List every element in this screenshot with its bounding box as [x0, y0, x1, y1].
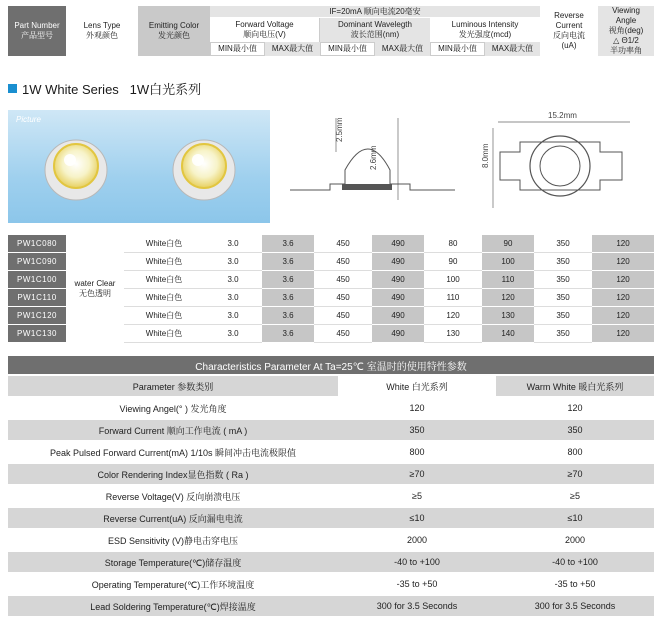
table-row: [8, 307, 654, 325]
wl-min-cell: 450: [314, 289, 372, 307]
vf-min-cell: 3.0: [204, 235, 262, 253]
li-min-cell: 130: [424, 325, 482, 343]
char-warm-cell: -35 to +50: [496, 574, 654, 594]
char-param-cell: Reverse Current(uA) 反向漏电电流: [8, 508, 338, 528]
characteristics-row: [8, 552, 654, 572]
header-forward-voltage: Forward Voltage 顺向电压(V): [210, 18, 320, 42]
char-warm-cell: ≤10: [496, 508, 654, 528]
li-min-cell: 90: [424, 253, 482, 271]
vf-max-cell: 3.6: [262, 271, 314, 289]
part-number-cell: PW1C090: [8, 253, 66, 271]
emitting-color-cell: White白色: [124, 289, 204, 307]
char-param-cell: ESD Sensitivity (V)静电击穿电压: [8, 530, 338, 550]
emitting-color-cell: White白色: [124, 235, 204, 253]
li-min-cell: 80: [424, 235, 482, 253]
part-number-cell: PW1C130: [8, 325, 66, 343]
vf-max-cell: 3.6: [262, 235, 314, 253]
reverse-current-cell: 350: [534, 235, 592, 253]
header-li-min: MIN最小值: [430, 42, 485, 56]
characteristics-row: [8, 596, 654, 616]
vf-max-cell: 3.6: [262, 289, 314, 307]
header-vf-max: MAX最大值: [265, 42, 320, 56]
wl-max-cell: 490: [372, 289, 424, 307]
char-warm-cell: 350: [496, 420, 654, 440]
header-li-max: MAX最大值: [485, 42, 540, 56]
characteristics-row: [8, 442, 654, 462]
top-view-drawing: [481, 108, 635, 218]
char-param-cell: Lead Soldering Temperature(℃)焊接温度: [8, 596, 338, 616]
vf-max-cell: 3.6: [262, 325, 314, 343]
dim-2-5-label: 2.5mm: [335, 117, 344, 142]
wl-min-cell: 450: [314, 271, 372, 289]
header-part-number: Part Number 产品型号: [8, 6, 66, 56]
char-header-white: White 白光系列: [338, 376, 496, 396]
vf-min-cell: 3.0: [204, 307, 262, 325]
header-wl-min: MIN最小值: [320, 42, 375, 56]
char-param-cell: Peak Pulsed Forward Current(mA) 1/10s 瞬间冲击电流极限值: [8, 442, 338, 462]
li-min-cell: 120: [424, 307, 482, 325]
dim-2-6-label: 2.6mm: [369, 145, 378, 170]
reverse-current-cell: 350: [534, 307, 592, 325]
table-row: [8, 271, 654, 289]
header-condition: IF=20mA 顺向电流20毫安: [210, 6, 540, 18]
vf-min-cell: 3.0: [204, 289, 262, 307]
li-max-cell: 90: [482, 235, 534, 253]
header-viewing-angle: Viewing Angle 视角(deg) △ Θ1/2 半功率角: [598, 6, 654, 56]
section-marker-icon: [8, 84, 17, 93]
header-luminous-intensity: Luminous Intensity 发光强度(mcd): [430, 18, 540, 42]
side-view-drawing: [290, 110, 460, 210]
emitting-color-cell: White白色: [124, 271, 204, 289]
li-max-cell: 100: [482, 253, 534, 271]
wl-min-cell: 450: [314, 253, 372, 271]
char-param-cell: Storage Temperature(℃)储存温度: [8, 552, 338, 572]
wl-max-cell: 490: [372, 325, 424, 343]
li-max-cell: 140: [482, 325, 534, 343]
characteristics-row: [8, 530, 654, 550]
char-white-cell: 350: [338, 420, 496, 440]
viewing-angle-cell: 120: [592, 325, 654, 343]
emitting-color-cell: White白色: [124, 307, 204, 325]
viewing-angle-cell: 120: [592, 235, 654, 253]
char-header-warm: Warm White 暖白光系列: [496, 376, 654, 396]
char-param-cell: Reverse Voltage(V) 反向崩溃电压: [8, 486, 338, 506]
vf-max-cell: 3.6: [262, 307, 314, 325]
header-lens-type: Lens Type 外观颜色: [66, 6, 138, 56]
part-number-cell: PW1C110: [8, 289, 66, 307]
vf-min-cell: 3.0: [204, 325, 262, 343]
header-wl-max: MAX最大值: [375, 42, 430, 56]
char-param-cell: Operating Temperature(℃)工作环境温度: [8, 574, 338, 594]
reverse-current-cell: 350: [534, 253, 592, 271]
header-dominant-wavelength: Dominant Wavelegth 波长范围(nm): [320, 18, 430, 42]
viewing-angle-cell: 120: [592, 253, 654, 271]
wl-min-cell: 450: [314, 325, 372, 343]
part-number-cell: PW1C100: [8, 271, 66, 289]
char-white-cell: 800: [338, 442, 496, 462]
header-vf-min: MIN最小值: [210, 42, 265, 56]
product-picture: [8, 110, 270, 223]
li-max-cell: 110: [482, 271, 534, 289]
section-title: 1W White Series 1W白光系列: [8, 79, 201, 98]
wl-max-cell: 490: [372, 253, 424, 271]
dim-15-2-label: 15.2mm: [548, 111, 577, 120]
part-number-cell: PW1C120: [8, 307, 66, 325]
vf-min-cell: 3.0: [204, 271, 262, 289]
char-white-cell: ≥5: [338, 486, 496, 506]
char-white-cell: 300 for 3.5 Seconds: [338, 596, 496, 616]
header-emitting-color: Emitting Color 发光颜色: [138, 6, 210, 56]
viewing-angle-cell: 120: [592, 271, 654, 289]
led-photo-icon: [8, 110, 270, 223]
char-param-cell: Color Rendering Index显色指数 ( Ra ): [8, 464, 338, 484]
characteristics-row: [8, 574, 654, 594]
char-warm-cell: ≥5: [496, 486, 654, 506]
li-min-cell: 110: [424, 289, 482, 307]
li-max-cell: 120: [482, 289, 534, 307]
table-row: [8, 325, 654, 343]
char-warm-cell: ≥70: [496, 464, 654, 484]
char-white-cell: -35 to +50: [338, 574, 496, 594]
reverse-current-cell: 350: [534, 289, 592, 307]
table-row: [8, 289, 654, 307]
vf-min-cell: 3.0: [204, 253, 262, 271]
emitting-color-cell: White白色: [124, 253, 204, 271]
char-white-cell: ≤10: [338, 508, 496, 528]
char-white-cell: 120: [338, 398, 496, 418]
vf-max-cell: 3.6: [262, 253, 314, 271]
char-header-parameter: Parameter 参数类别: [8, 376, 338, 396]
viewing-angle-cell: 120: [592, 289, 654, 307]
li-max-cell: 130: [482, 307, 534, 325]
char-white-cell: 2000: [338, 530, 496, 550]
characteristics-header-row: [8, 376, 654, 396]
char-warm-cell: 120: [496, 398, 654, 418]
char-param-cell: Forward Current 顺向工作电流 ( mA ): [8, 420, 338, 440]
reverse-current-cell: 350: [534, 325, 592, 343]
li-min-cell: 100: [424, 271, 482, 289]
char-param-cell: Viewing Angel(° ) 发光角度: [8, 398, 338, 418]
spec-table-header: [8, 6, 654, 56]
characteristics-row: [8, 486, 654, 506]
wl-min-cell: 450: [314, 307, 372, 325]
char-warm-cell: -40 to +100: [496, 552, 654, 572]
reverse-current-cell: 350: [534, 271, 592, 289]
dim-8-0-label: 8.0mm: [481, 143, 490, 168]
char-warm-cell: 800: [496, 442, 654, 462]
wl-min-cell: 450: [314, 235, 372, 253]
lens-type-cell: water Clear 无色透明: [66, 235, 124, 343]
char-white-cell: ≥70: [338, 464, 496, 484]
characteristics-row: [8, 420, 654, 440]
characteristics-row: [8, 464, 654, 484]
table-row: [8, 253, 654, 271]
characteristics-row: [8, 508, 654, 528]
wl-max-cell: 490: [372, 235, 424, 253]
characteristics-title: Characteristics Parameter At Ta=25℃ 室温时的使用特性参数: [8, 356, 654, 374]
viewing-angle-cell: 120: [592, 307, 654, 325]
wl-max-cell: 490: [372, 271, 424, 289]
part-number-cell: PW1C080: [8, 235, 66, 253]
wl-max-cell: 490: [372, 307, 424, 325]
char-white-cell: -40 to +100: [338, 552, 496, 572]
emitting-color-cell: White白色: [124, 325, 204, 343]
picture-label: Picture: [16, 115, 41, 124]
char-warm-cell: 2000: [496, 530, 654, 550]
header-reverse-current: Reverse Current 反向电流 (uA): [540, 6, 598, 56]
char-warm-cell: 300 for 3.5 Seconds: [496, 596, 654, 616]
table-row: [8, 235, 654, 253]
characteristics-row: [8, 398, 654, 418]
